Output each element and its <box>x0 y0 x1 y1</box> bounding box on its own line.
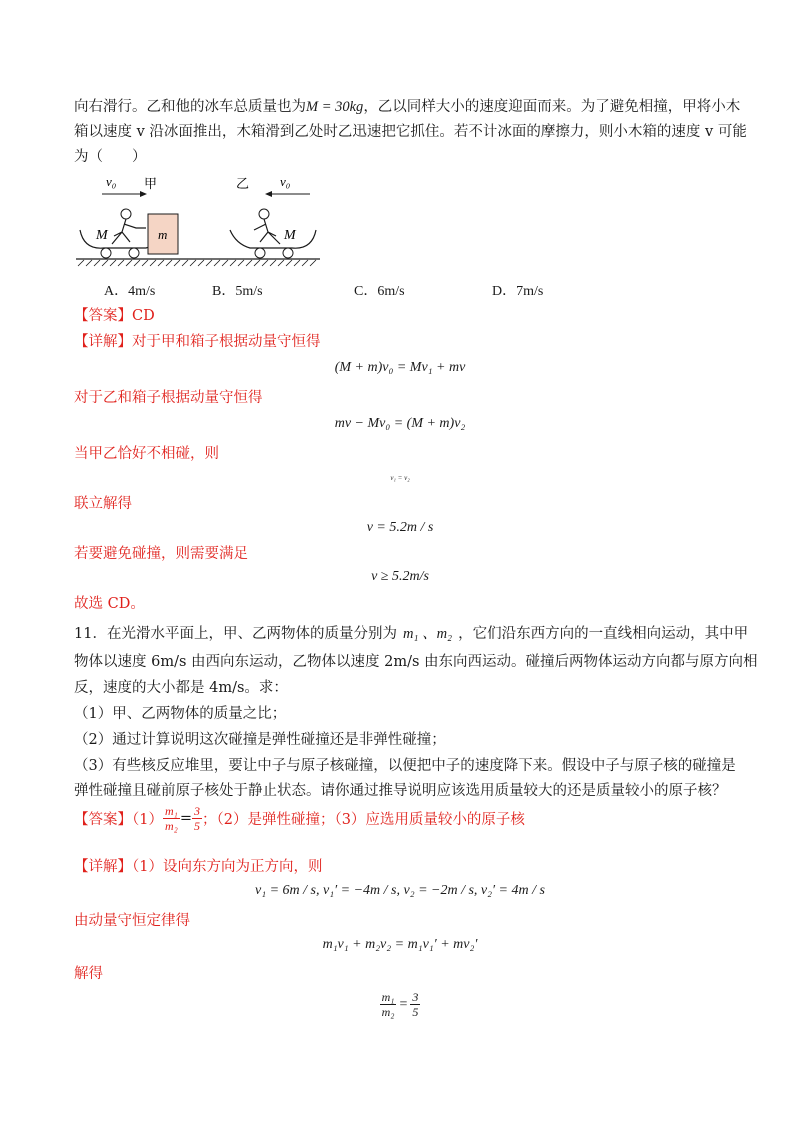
equals-sign: = <box>399 996 408 1012</box>
q11-part-1: （1）甲、乙两物体的质量之比； <box>74 706 287 722</box>
left-person-body-icon <box>112 219 146 244</box>
q11-part-3b: 弹性碰撞且碰前原子核处于静止状态。请你通过推导说明应该选用质量较大的还是质量较小的原子核？ <box>74 783 727 799</box>
q10-eq1: (M + m)v₀ = Mv₁ + mv <box>334 360 466 375</box>
mass-formula: M = 30kg <box>306 99 364 115</box>
q10-text2: 对于乙和箱子根据动量守恒得 <box>74 390 263 406</box>
ice-cart-figure <box>74 172 324 268</box>
frac-denominator: 5 <box>412 1005 419 1019</box>
mass-m-label: m <box>158 227 168 242</box>
option-c: C．6m/s <box>354 284 405 299</box>
intro-line-3: 为（ ） <box>74 149 147 165</box>
q11-answer-fraction-2 <box>192 804 202 833</box>
frac-numerator: m₁ <box>164 804 178 818</box>
right-person-body-icon <box>254 219 280 244</box>
q10-answer: 【答案】CD <box>74 308 155 324</box>
intro-text: 向右滑行。乙和他的冰车总质量也为 <box>74 99 306 115</box>
option-d: D．7m/s <box>492 284 544 299</box>
frac-denominator: m₂ <box>381 1005 395 1019</box>
q11-masses: m₁ 、m₂ <box>402 626 453 642</box>
mass-M-left-label: M <box>96 228 108 243</box>
right-sled-wheel-icon <box>255 248 265 258</box>
q11-part-2: （2）通过计算说明这次碰撞是弹性碰撞还是非弹性碰撞； <box>74 732 446 748</box>
left-sled-wheel-icon <box>101 248 111 258</box>
q11-text3: 解得 <box>74 966 103 982</box>
q10-eq5: v ≥ 5.2m/s <box>371 569 429 584</box>
q10-eq2: mv − Mv₀ = (M + m)v₂ <box>334 416 466 431</box>
q10-text3: 当甲乙恰好不相碰，则 <box>74 446 219 462</box>
right-sled-wheel-icon <box>283 248 293 258</box>
q10-text6: 故选 CD。 <box>74 596 145 612</box>
q10-eq4: v = 5.2m / s <box>366 520 434 535</box>
q11-eq1: v₁ = 6m / s, v₁′ = −4m / s, v₂ = −2m / s, v₂′ = 4m / s <box>255 883 545 898</box>
intro-line-2: 箱以速度 v 沿冰面推出，木箱滑到乙处时乙迅速把它抓住。若不计冰面的摩擦力，则小木箱的速度 v 可能 <box>74 124 747 140</box>
q11-part-3a: （3）有些核反应堆里，要让中子与原子核碰撞，以便把中子的速度降下来。假设中子与原子核的碰撞是 <box>74 758 736 774</box>
q11-text2: 由动量守恒定律得 <box>74 913 190 929</box>
q11-answer <box>74 804 525 833</box>
q11-text: ，它们沿东西方向的一直线相向运动，其中甲 <box>458 626 749 642</box>
final-fraction-2 <box>410 990 420 1019</box>
q11-line-3: 反，速度的大小都是 4m/s。求： <box>74 680 288 696</box>
final-fraction <box>380 990 397 1019</box>
q11-final-result <box>0 990 800 1019</box>
q11-text: 11．在光滑水平面上，甲、乙两物体的质量分别为 <box>74 626 397 642</box>
left-person-head-icon <box>121 209 131 219</box>
option-b: B．5m/s <box>212 284 263 299</box>
equals-sign: = <box>179 810 192 827</box>
ground-hatch <box>78 260 316 266</box>
q11-detail: 【详解】（1）设向东方向为正方向，则 <box>74 859 323 875</box>
frac-denominator: 5 <box>193 819 200 833</box>
jia-label: 甲 <box>144 177 158 192</box>
q11-answer-fraction <box>163 804 180 833</box>
v0-right-label: v₀ <box>280 174 291 189</box>
right-person-head-icon <box>259 209 269 219</box>
frac-denominator: m₂ <box>164 819 178 833</box>
q11-line-1 <box>74 624 748 644</box>
arrow-left-head-icon <box>265 191 272 197</box>
frac-numerator: 3 <box>193 804 200 818</box>
option-a: A．4m/s <box>104 284 156 299</box>
q10-text4: 联立解得 <box>74 496 132 512</box>
right-sled-shape <box>230 230 316 248</box>
v0-left-label: v₀ <box>106 174 117 189</box>
frac-numerator: m₁ <box>381 990 395 1004</box>
q11-answer-rest: ；（2）是弹性碰撞；（3）应选用质量较小的原子核 <box>201 812 525 828</box>
q11-answer-prefix: 【答案】（1） <box>74 812 163 828</box>
yi-label: 乙 <box>236 177 250 192</box>
mass-M-right-label: M <box>284 228 296 243</box>
q10-eq3: v₁ = v₂ <box>390 474 410 482</box>
left-sled-wheel-icon <box>129 248 139 258</box>
frac-numerator: 3 <box>412 990 419 1004</box>
q11-eq2: m₁v₁ + m₂v₂ = m₁v₁′ + mv₂′ <box>322 937 478 952</box>
intro-line-1 <box>74 97 740 117</box>
q10-detail: 【详解】对于甲和箱子根据动量守恒得 <box>74 334 321 350</box>
q11-line-2: 物体以速度 6m/s 由西向东运动，乙物体以速度 2m/s 由东向西运动。碰撞后两物体运动方向都与原方向相 <box>74 654 758 670</box>
q10-text5: 若要避免碰撞，则需要满足 <box>74 546 248 562</box>
intro-text: ，乙以同样大小的速度迎面而来。为了避免相撞，甲将小木 <box>363 99 741 115</box>
